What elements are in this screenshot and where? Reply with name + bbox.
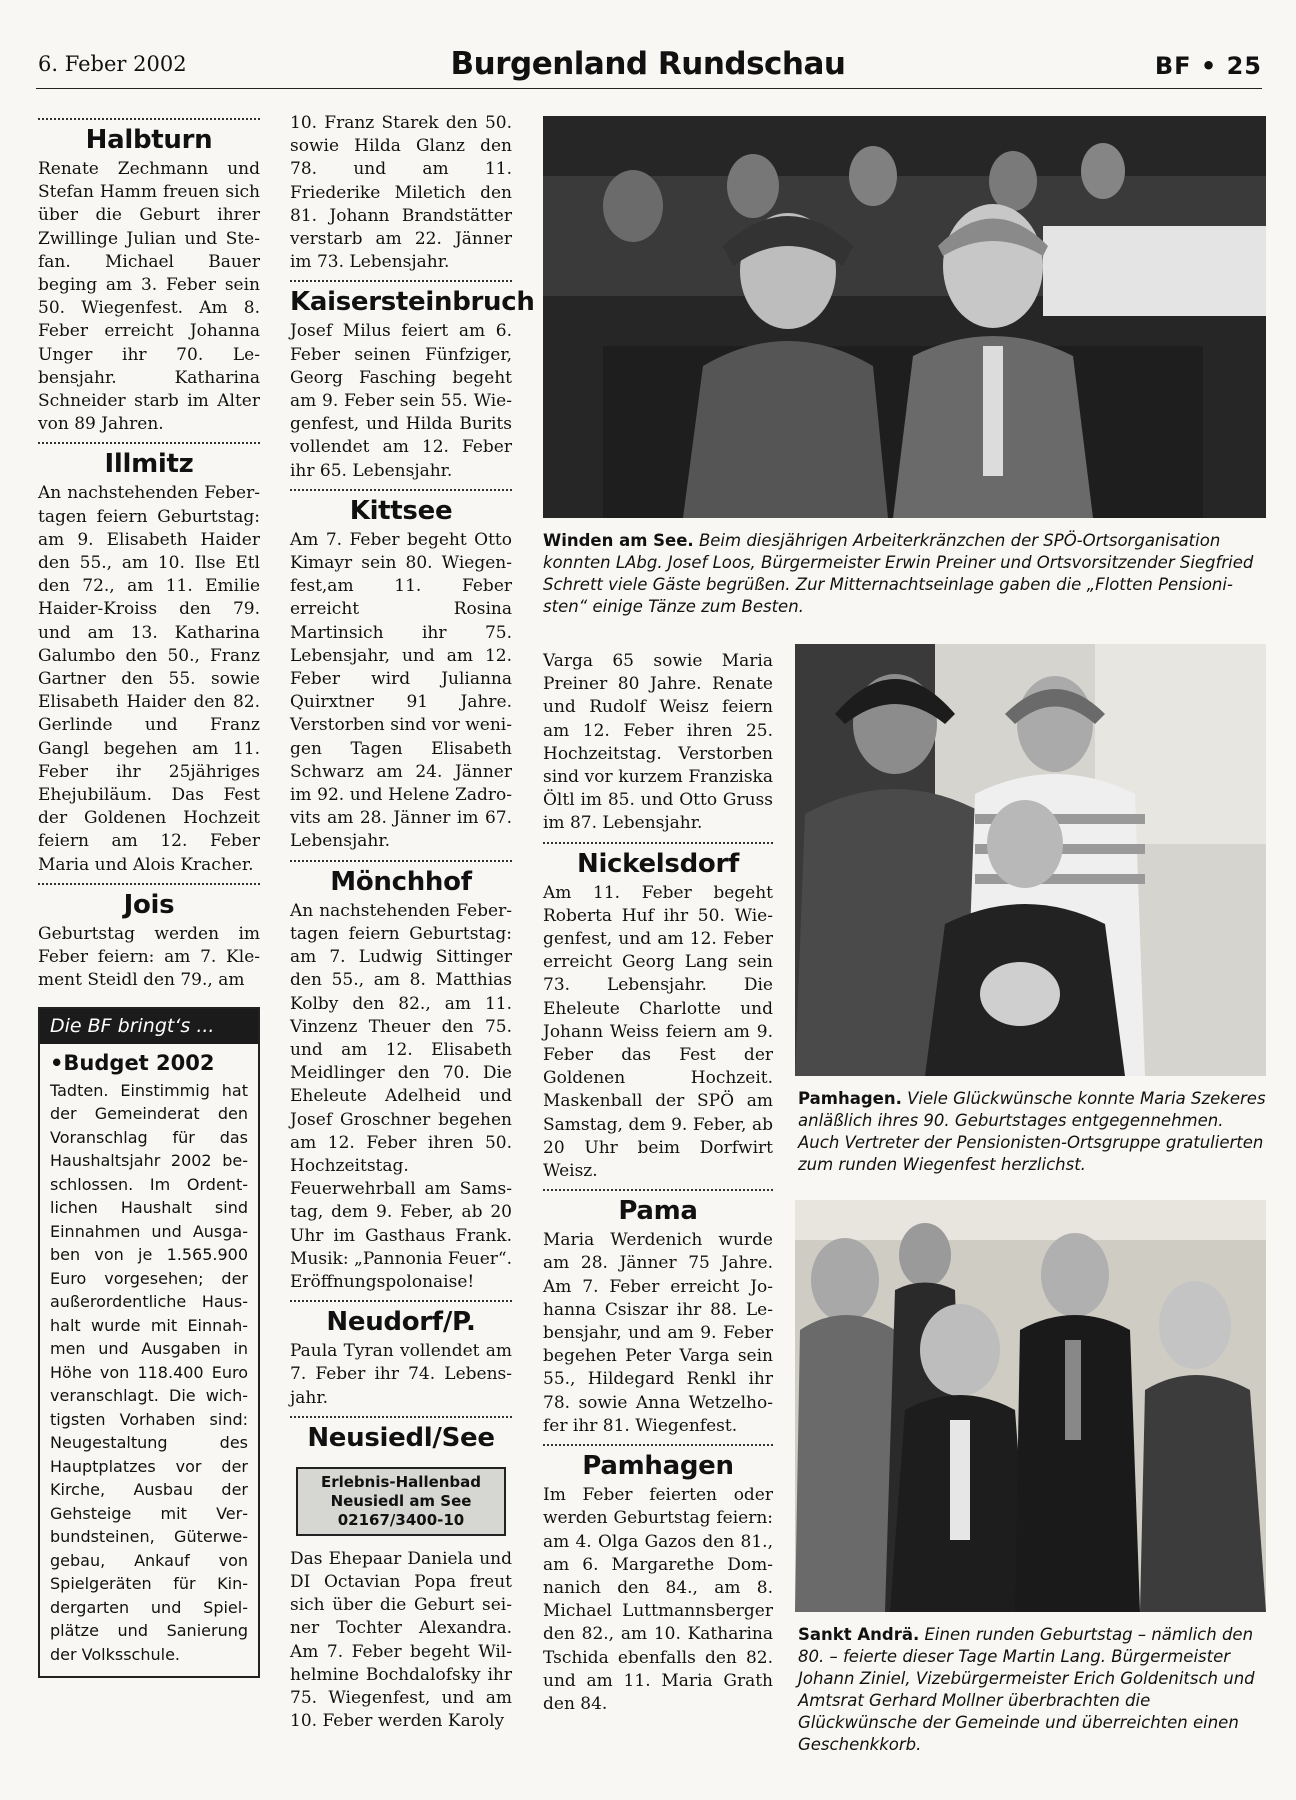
dotted-divider xyxy=(290,1300,512,1302)
issue-date: 6. Feber 2002 xyxy=(38,52,187,76)
dotted-divider xyxy=(543,1189,773,1191)
section-heading: Halbturn xyxy=(85,125,213,155)
section-heading: Pama xyxy=(618,1196,698,1227)
section-continued xyxy=(543,650,773,836)
section-text: Am 11. Feber begeht Roberta Huf ihr 50. Wiegenfest, und am 12. Feber erreicht Georg Lang sein 73. Lebensjahr. Die Eheleute Charlotte und Johann Weiss feiern am 9. Feber das Fest der Goldenen Hochzeit. Maskenball der SPÖ am Samstag, dem 9. Feber, ab 20 Uhr beim Dorfwirt Weisz. xyxy=(543,882,773,1182)
section-heading: Neusiedl/See xyxy=(307,1422,495,1453)
section-text: Maria Werdenich wurde am 28. Jänner 75 Jahre. Am 7. Feber erreicht Johanna Csiszar ihr 88. Lebensjahr, und am 9. Feber begehen Peter Varga sein 55., Hildegard Renkl ihr 78. sowie Anna Wetzelhofer ihr 81. Wiegenfest. xyxy=(543,1230,773,1436)
dotted-divider xyxy=(290,1416,512,1418)
page-number: BF • 25 xyxy=(1154,52,1262,80)
photo-pamhagen-image xyxy=(795,644,1266,1076)
section-text: Geburtstag werden im Feber feiern: am 7. Klement Steidl den 79., am xyxy=(38,923,260,991)
section-text: Im Feber feierten oder werden Geburtstag feiern: am 4. Olga Gazos den 81., am 6. Margarethe Domnanich den 84., am 8. Michael Luttmannsberger den 82., am 10. Katharina Tschida ebenfalls den 82. und am 11. Maria Grath den 84. xyxy=(543,1485,773,1714)
section-kittsee xyxy=(290,489,512,854)
photo-winden-image xyxy=(543,116,1266,518)
dotted-divider xyxy=(543,1444,773,1446)
bf-box-text: Tadten. Einstimmig hat der Gemeinderat den Voranschlag für das Haushaltsjahr 2002 beschlossen. Im Ordentlichen Haushalt sind Einnahmen und Ausgaben von je 1.565.900 Euro vorgesehen; der außerordentliche Haushalt wurde mit Einnahmen und Ausgaben in Höhe von 118.400 Euro veranschlagt. Die wichtigsten Vorhaben sind: Neugestaltung des Hauptplatzes vor der Kirche, Ausbau der Gehsteige mit Verbundsteinen, Güterwegebau, Ankauf von Spielgeräten für Kindergarten und Spielplätze und Sanierung der Volksschule. xyxy=(50,1080,248,1664)
column-3 xyxy=(543,650,773,1716)
newspaper-title: Burgenland Rundschau xyxy=(450,46,846,82)
section-jois xyxy=(38,883,260,993)
section-text: Varga 65 sowie Maria Preiner 80 Jahre. Renate und Rudolf Weisz feiern am 12. Feber ihren 25. Hochzeitstag. Verstorben sind vor kurzem Franziska Öltl im 85. und Otto Gruss im 87. Lebensjahr. xyxy=(543,651,773,834)
section-halbturn xyxy=(38,118,260,436)
photo-sankt-andrae xyxy=(795,1200,1266,1612)
section-heading: Kittsee xyxy=(349,495,453,526)
column-2 xyxy=(290,112,535,1733)
bf-box-title: •Budget 2002 xyxy=(50,1050,215,1075)
section-text: Paula Tyran vollendet am 7. Feber ihr 74. Lebensjahr. xyxy=(290,1341,512,1408)
caption-text: Viele Glückwünsche konnte Maria Szekeres anläßlich ihres 90. Geburtstages entgegennehmen. Auch Vertreter der Pensionisten-Ortsgruppe gratulierten zum runden Wiegenfest herzlichst. xyxy=(798,1089,1266,1174)
section-text: An nachstehenden Febertagen feiern Geburtstag: am 9. Elisabeth Haider den 55., am 10. Ilse Etl den 72., am 11. Emilie Haider-Kroiss den 79. und am 13. Katharina Galumbo den 50., Franz Gartner den 55. sowie Elisabeth Haider den 82. Gerlinde und Franz Gangl begehen am 11. Feber ihr 25jähriges Ehejubiläum. Das Fest der Goldenen Hochzeit feiern am 12. Feber Maria und Alois Kracher. xyxy=(38,483,260,875)
section-neudorf xyxy=(290,1300,512,1410)
section-text: Das Ehepaar Daniela und DI Octavian Popa freut sich über die Geburt seiner Tochter Alexandra. Am 7. Feber begeht Wilhelmine Bochdalofsky ihr 75. Wiegenfest, und am 10. Feber werden Karoly xyxy=(290,1548,512,1732)
section-nickelsdorf xyxy=(543,842,773,1184)
section-continued xyxy=(290,112,512,274)
column-1 xyxy=(38,112,260,1678)
section-kaisersteinbruch xyxy=(290,280,535,482)
section-text: An nachstehenden Febertagen feiern Geburtstag: am 7. Ludwig Sittinger den 55., am 8. Matthias Kolby den 82., am 11. Vinzenz Theuer den 75. und am 12. Elisabeth Meidlinger den 70. Die Eheleute Adelheid und Josef Groschner begehen am 12. Feber ihren 50. Hochzeitstag. Feuerwehrball am Samstag, dem 9. Feber, ab 20 Uhr im Gasthaus Frank. Musik: „Pannonia Feuer“. Eröffnungspolonaise! xyxy=(290,900,512,1292)
section-heading: Neudorf/P. xyxy=(326,1307,476,1338)
section-moenchhof xyxy=(290,860,512,1294)
section-heading: Pamhagen xyxy=(582,1451,734,1482)
ad-phone: 02167/3400-10 xyxy=(337,1510,465,1529)
photo-pamhagen xyxy=(795,644,1266,1076)
masthead-rule xyxy=(36,88,1262,89)
photo-sankt-andrae-image xyxy=(795,1200,1266,1612)
section-pama xyxy=(543,1189,773,1438)
section-text: Josef Milus feiert am 6. Feber seinen Fünfziger, Georg Fasching begeht am 9. Feber sein 55. Wiegenfest, und Hilda Burits vollendet am 12. Feber ihr 65. Lebensjahr. xyxy=(290,321,512,481)
section-heading: Illmitz xyxy=(104,449,194,480)
dotted-divider xyxy=(290,489,512,491)
caption-pamhagen xyxy=(798,1088,1266,1176)
dotted-divider xyxy=(38,118,260,120)
section-text: 10. Franz Starek den 50. sowie Hilda Glanz den 78. und am 11. Friederike Miletich den 81. Johann Brandstätter verstarb am 22. Jänner im 73. Lebensjahr. xyxy=(290,113,512,273)
section-text: Renate Zechmann und Stefan Hamm freuen sich über die Geburt ihrer Zwillinge Julian und Stefan. Michael Bauer beging am 3. Feber sein 50. Wiegenfest. Am 8. Feber erreicht Johanna Unger ihr 70. Lebensjahr. Katharina Schneider starb im Alter von 89 Jahren. xyxy=(38,159,260,435)
caption-sankt-andrae xyxy=(798,1624,1266,1756)
bf-box-header: Die BF bringt‘s ... xyxy=(40,1009,258,1044)
section-heading: Nickelsdorf xyxy=(576,848,739,879)
masthead xyxy=(0,0,1296,92)
bf-bringts-box xyxy=(38,1007,260,1679)
dotted-divider xyxy=(38,883,260,885)
section-heading: Mönchhof xyxy=(330,866,472,897)
caption-text: Beim diesjährigen Arbeiterkränzchen der SPÖ-Ortsorganisation konnten LAbg. Josef Loos, Bürgermeister Erwin Preiner und Ortsvorsitzender Siegfried Schrett viele Gäste begrüßen. Zur Mitternachtseinlage gaben die „Flotten Pensionisten“ einige Tänze zum Besten. xyxy=(543,531,1254,616)
dotted-divider xyxy=(543,842,773,844)
caption-place: Winden am See. xyxy=(543,531,694,550)
section-heading: Kaisersteinbruch xyxy=(290,287,535,318)
caption-place: Pamhagen. xyxy=(798,1089,902,1108)
dotted-divider xyxy=(38,442,260,444)
section-pamhagen xyxy=(543,1444,773,1716)
dotted-divider xyxy=(290,860,512,862)
caption-winden xyxy=(543,530,1266,618)
hallenbad-ad xyxy=(296,1467,506,1536)
caption-place: Sankt Andrä. xyxy=(798,1625,920,1644)
ad-line-2: Neusiedl am See xyxy=(330,1491,472,1510)
section-heading: Jois xyxy=(123,889,175,920)
photo-winden-am-see xyxy=(543,116,1266,518)
section-neusiedl xyxy=(290,1416,512,1734)
caption-text: Einen runden Geburtstag – nämlich den 80. – feierte dieser Tage Martin Lang. Bürgermeister Johann Ziniel, Vizebürgermeister Erich Goldenitsch und Amtsrat Gerhard Mollner überbrachten die Glückwünsche der Gemeinde und überreichten einen Geschenkkorb. xyxy=(798,1625,1255,1754)
dotted-divider xyxy=(290,280,512,282)
section-illmitz xyxy=(38,442,260,876)
section-text: Am 7. Feber begeht Otto Kimayr sein 80. Wiegenfest,am 11. Feber erreicht Rosina Martinsich ihr 75. Lebensjahr, und am 12. Feber wird Julianna Quirxtner 91 Jahre. Verstorben sind vor wenigen Tagen Elisabeth Schwarz am 24. Jänner im 92. und Helene Zadrovits am 28. Jänner im 67. Lebensjahr. xyxy=(290,529,512,852)
ad-line-1: Erlebnis-Hallenbad xyxy=(320,1472,482,1491)
